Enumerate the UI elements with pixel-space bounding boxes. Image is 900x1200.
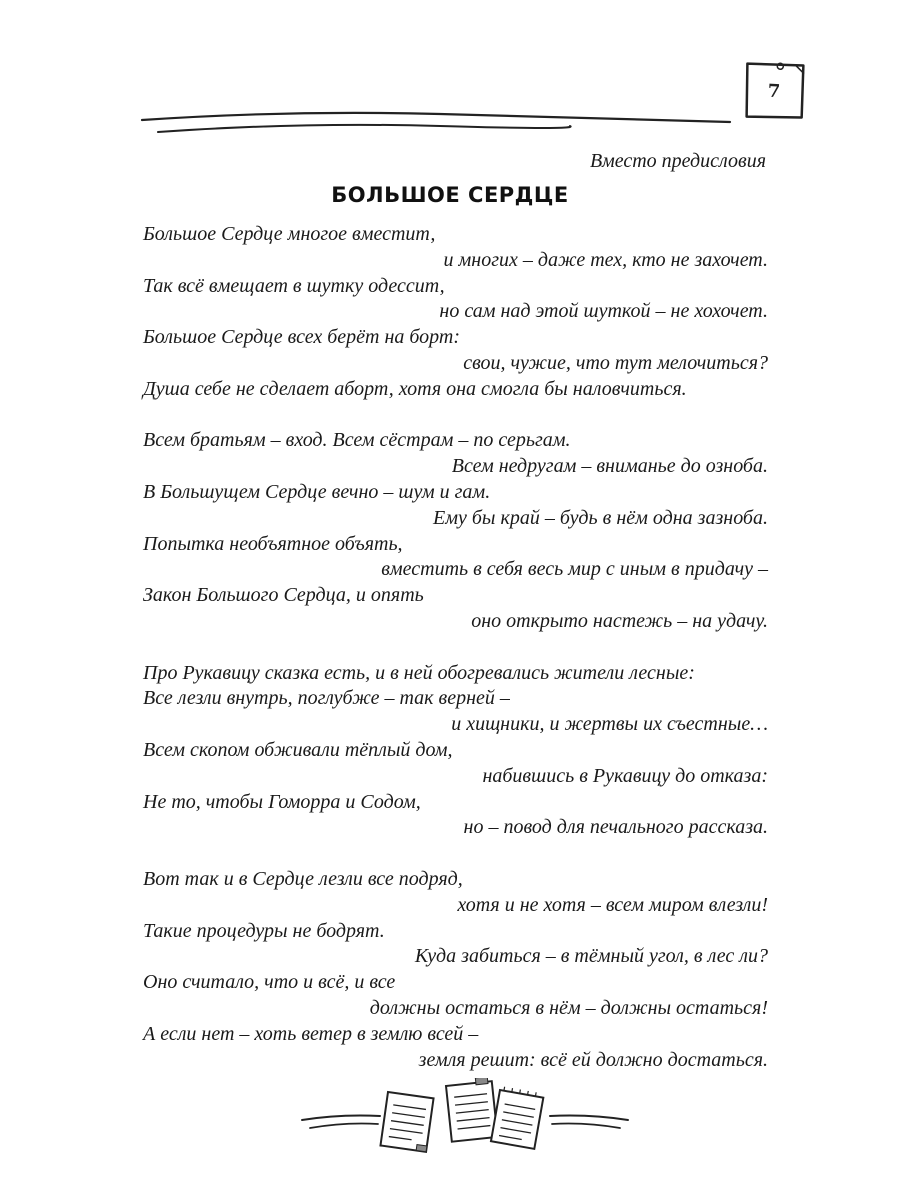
poem-line: и хищники, и жертвы их съестные… bbox=[451, 713, 768, 736]
poem-line: Большое Сердце всех берёт на борт: bbox=[143, 326, 461, 349]
poem-line: Большое Сердце многое вместит, bbox=[143, 223, 436, 245]
poem-line: Душа себе не сделает аборт, хотя она смогла бы наловчиться. bbox=[143, 377, 687, 400]
header-rule bbox=[140, 100, 740, 140]
poem-line: Такие процедуры не бодрят. bbox=[143, 919, 385, 942]
poem-line: вместить в себя весь мир с иным в придачу – bbox=[381, 558, 768, 581]
poem-line: Всем недругам – вниманье до озноба. bbox=[451, 455, 768, 478]
stanza-gap bbox=[143, 403, 768, 429]
notepad-icon-left bbox=[380, 1092, 433, 1152]
poem-line: Вот так и в Сердце лезли все подряд, bbox=[143, 867, 463, 890]
poem-line: Все лезли внутрь, поглубже – так верней – bbox=[143, 687, 510, 710]
poem-line: набившись в Рукавицу до отказа: bbox=[482, 764, 768, 787]
notepad-icon-middle bbox=[445, 1078, 497, 1142]
poem-line: хотя и не хотя – всем миром влезли! bbox=[457, 893, 768, 916]
poem-line: Оно считало, что и всё, и все bbox=[143, 971, 396, 994]
page-number: 7 bbox=[767, 80, 781, 102]
poem-line: Закон Большого Сердца, и опять bbox=[143, 584, 424, 607]
poem-line: Про Рукавицу сказка есть, и в ней обогревались жители лесные: bbox=[143, 661, 695, 684]
poem-title: БОЛЬШОЕ СЕРДЦЕ bbox=[331, 183, 569, 207]
poem-line: оно открыто настежь – на удачу. bbox=[471, 609, 768, 632]
subtitle: Вместо предисловия bbox=[590, 150, 766, 172]
poem-line: но сам над этой шуткой – не хохочет. bbox=[439, 300, 768, 323]
poem-line: земля решит: всё ей должно достаться. bbox=[418, 1048, 768, 1071]
poem-line: В Большущем Сердце вечно – шум и гам. bbox=[143, 480, 491, 503]
poem-body bbox=[143, 222, 768, 1073]
poem-line: Попытка необъятное объять, bbox=[143, 532, 403, 555]
page-number-box bbox=[742, 60, 807, 121]
poem-line: Куда забиться – в тёмный угол, в лес ли? bbox=[414, 945, 768, 968]
poem-line: Не то, чтобы Гоморра и Содом, bbox=[143, 790, 421, 813]
poem-line: и многих – даже тех, кто не захочет. bbox=[443, 248, 768, 271]
poem-line: но – повод для печального рассказа. bbox=[463, 816, 768, 839]
poem-line: Всем скопом обживали тёплый дом, bbox=[143, 738, 453, 761]
poem-line: свои, чужие, что тут мелочиться? bbox=[463, 351, 768, 374]
poem-line: должны остаться в нём – должны остаться! bbox=[369, 996, 768, 1019]
poem-line: Ему бы край – будь в нём одна зазноба. bbox=[433, 506, 768, 529]
poem-line: Всем братьям – вход. Всем сёстрам – по серьгам. bbox=[143, 429, 571, 452]
stanza-gap bbox=[143, 841, 768, 867]
stanza-gap bbox=[143, 635, 768, 661]
notepad-icon-right bbox=[491, 1086, 544, 1149]
poem-line: А если нет – хоть ветер в землю всей – bbox=[143, 1022, 479, 1045]
footer-notes-decoration bbox=[300, 1078, 630, 1158]
poem-line: Так всё вмещает в шутку одессит, bbox=[143, 274, 445, 297]
